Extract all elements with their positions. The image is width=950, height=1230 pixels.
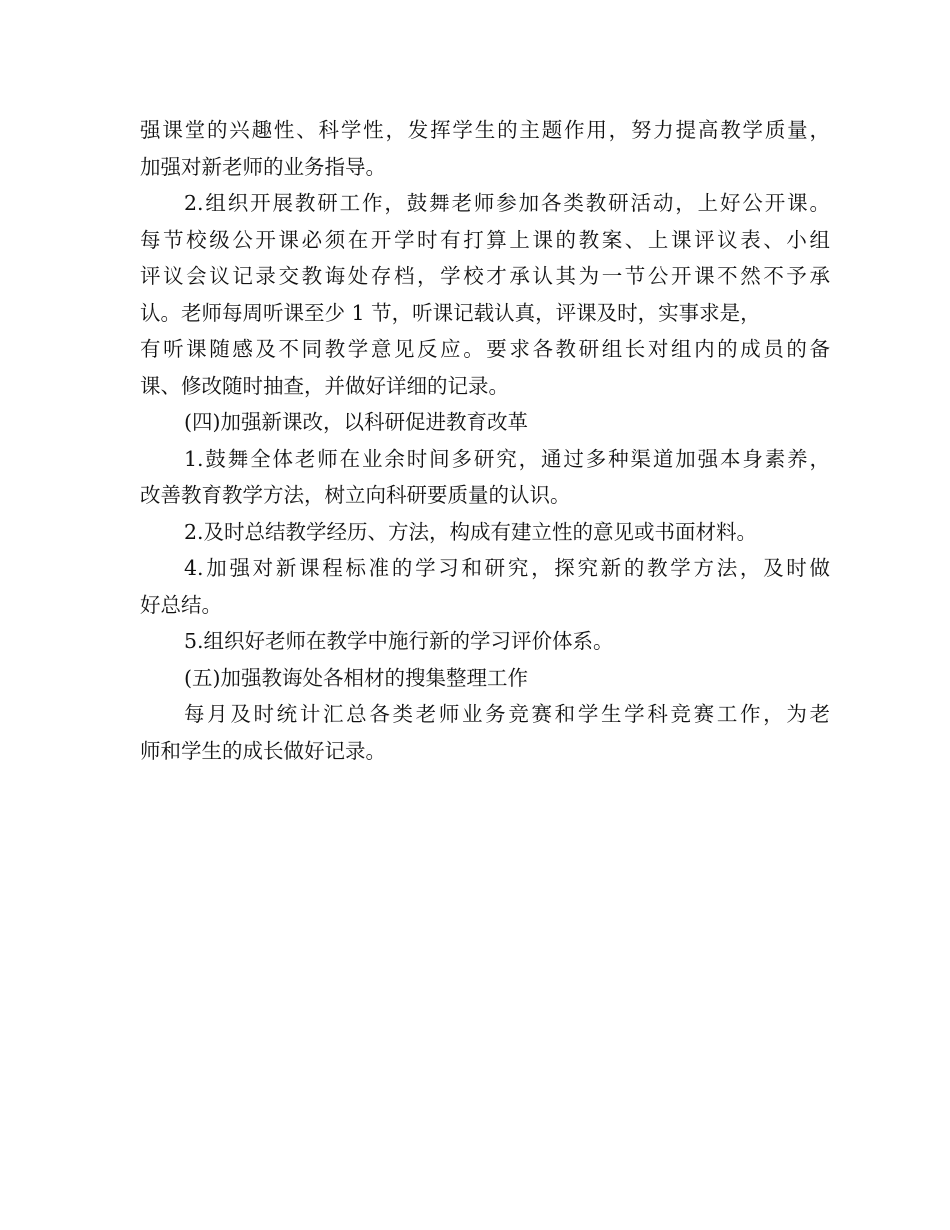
document-body bbox=[140, 112, 830, 769]
paragraph-line: 认。老师每周听课至少 1 节，听课记载认真，评课及时，实事求是， bbox=[140, 300, 761, 325]
paragraph-line: 评议会议记录交教诲处存档，学校才承认其为一节公开课不然不予承 bbox=[140, 264, 830, 288]
paragraph-line: 好总结。 bbox=[140, 592, 222, 617]
paragraph-line: 加强对新老师的业务指导。 bbox=[140, 154, 386, 179]
paragraph-line: 2.组织开展教研工作，鼓舞老师参加各类教研活动，上好公开课。 bbox=[184, 191, 830, 215]
paragraph-line: 强课堂的兴趣性、科学性，发挥学生的主题作用，努力提高教学质量， bbox=[140, 118, 830, 142]
section-heading-line: (五)加强教诲处各相材的搜集整理工作 bbox=[184, 665, 528, 690]
paragraph-line: 师和学生的成长做好记录。 bbox=[140, 738, 386, 763]
paragraph-line: 1.鼓舞全体老师在业余时间多研究，通过多种渠道加强本身素养， bbox=[184, 446, 830, 471]
paragraph-line: 改善教育教学方法，树立向科研要质量的认识。 bbox=[140, 483, 571, 507]
paragraph-line: 课、修改随时抽查，并做好详细的记录。 bbox=[140, 373, 509, 398]
paragraph-line: 5.组织好老师在教学中施行新的学习评价体系。 bbox=[184, 629, 614, 653]
paragraph-line: 4.加强对新课程标准的学习和研究，探究新的教学方法，及时做 bbox=[184, 556, 830, 580]
paragraph-line: 每节校级公开课必须在开学时有打算上课的教案、上课评议表、小组 bbox=[140, 227, 830, 252]
paragraph-line: 2.及时总结教学经历、方法，构成有建立性的意见或书面材料。 bbox=[184, 519, 758, 544]
paragraph-line: 每月及时统计汇总各类老师业务竞赛和学生学科竞赛工作，为老 bbox=[184, 702, 830, 726]
paragraph-line: 有听课随感及不同教学意见反应。要求各教研组长对组内的成员的备 bbox=[140, 337, 830, 361]
section-heading-line: (四)加强新课改，以科研促进教育改革 bbox=[184, 410, 528, 434]
